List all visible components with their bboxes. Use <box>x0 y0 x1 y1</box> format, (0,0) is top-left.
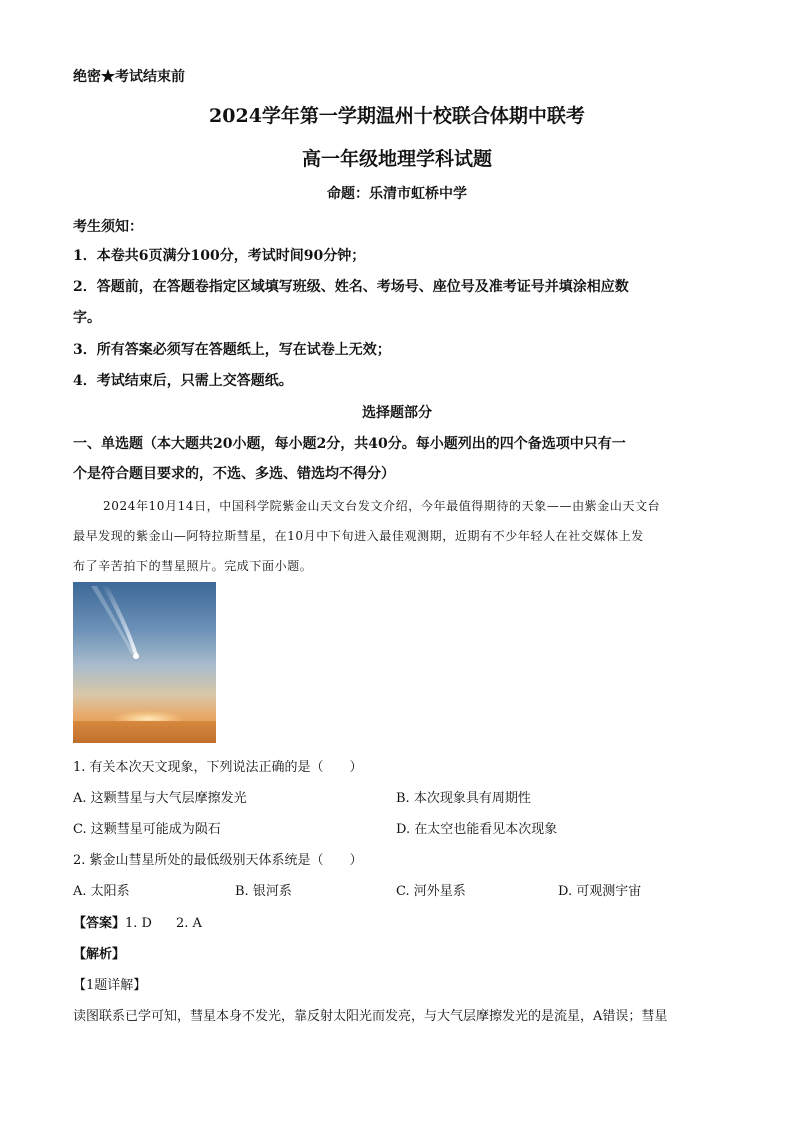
notice-item: 4．考试结束后，只需上交答题纸。 <box>73 373 293 389</box>
notice-heading: 考生须知： <box>73 219 143 235</box>
analysis-text: 读图联系已学可知，彗星本身不发光，靠反射太阳光而发亮，与大气层摩擦发光的是流星，A错误；彗星 <box>73 1009 668 1024</box>
option-a: A. 太阳系 <box>73 884 130 899</box>
option-b: B. 银河系 <box>235 884 292 899</box>
passage-line: 2024年10月14日，中国科学院紫金山天文台发文介绍，今年最值得期待的天象——由紫金山天文台 <box>103 499 661 513</box>
question-stem: 2. 紫金山彗星所处的最低级别天体系统是（ ） <box>73 853 363 868</box>
option-d: D. 可观测宇宙 <box>558 884 642 899</box>
answer-label: 【答案】 <box>73 916 126 931</box>
notice-item: 3．所有答案必须写在答题纸上，写在试卷上无效； <box>73 342 391 358</box>
notice-item: 字。 <box>73 310 101 326</box>
option-a: A. 这颗彗星与大气层摩擦发光 <box>73 791 247 806</box>
analysis-label: 【解析】 <box>73 947 126 962</box>
option-b: B. 本次现象具有周期性 <box>396 791 531 806</box>
answer-value: 2. A <box>175 916 202 931</box>
section-intro: 一、单选题（本大题共20小题，每小题2分，共40分。每小题列出的四个备选项中只有一 <box>73 436 626 452</box>
notice-item: 1．本卷共6页满分100分，考试时间90分钟； <box>73 248 366 264</box>
option-c: C. 这颗彗星可能成为陨石 <box>73 822 221 837</box>
section-title: 选择题部分 <box>362 405 432 421</box>
comet-photo <box>73 582 216 743</box>
exam-subtitle: 高一年级地理学科试题 <box>301 148 492 170</box>
exam-author: 命题：乐清市虹桥中学 <box>327 186 467 202</box>
passage-line: 最早发现的紫金山—阿特拉斯彗星，在10月中下旬进入最佳观测期，近期有不少年轻人在社交媒体上发 <box>73 529 644 543</box>
answer-value: 1. D <box>125 916 152 931</box>
desert-ground <box>73 721 216 743</box>
secret-label: 绝密★考试结束前 <box>73 69 185 85</box>
analysis-detail-label: 【1题详解】 <box>73 978 147 993</box>
section-intro: 个是符合题目要求的，不选、多选、错选均不得分） <box>73 466 395 482</box>
option-c: C. 河外星系 <box>396 884 466 899</box>
question-stem: 1. 有关本次天文现象，下列说法正确的是（ ） <box>73 760 363 775</box>
exam-title: 2024学年第一学期温州十校联合体期中联考 <box>209 105 585 127</box>
notice-item: 2．答题前，在答题卷指定区域填写班级、姓名、考场号、座位号及准考证号并填涂相应数 <box>73 279 629 295</box>
option-d: D. 在太空也能看见本次现象 <box>396 822 558 837</box>
answer-row <box>73 912 202 931</box>
passage-line: 布了辛苦拍下的彗星照片。完成下面小题。 <box>73 559 313 573</box>
